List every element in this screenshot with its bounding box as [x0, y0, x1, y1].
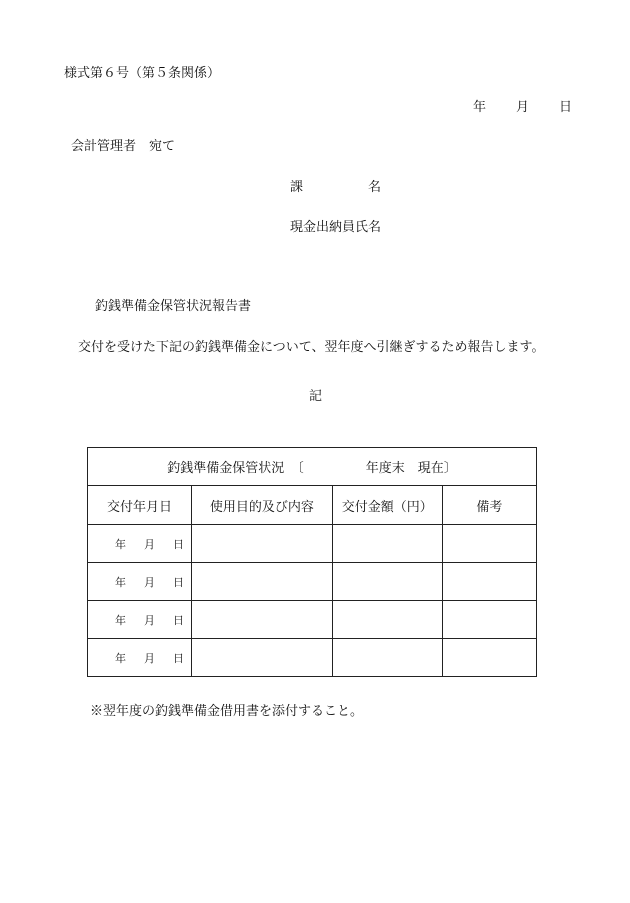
header-date: 交付年月日	[88, 486, 192, 525]
addressee: 会計管理者 宛て	[71, 139, 176, 154]
table-row	[88, 563, 537, 601]
remarks-cell[interactable]	[442, 601, 536, 639]
date-line	[473, 101, 572, 114]
attachment-note: ※翌年度の釣銭準備金借用書を添付すること。	[90, 704, 364, 719]
ki-heading: 記	[309, 389, 323, 404]
date-day: 日	[559, 100, 573, 115]
intro-text: 交付を受けた下記の釣銭準備金について、翌年度へ引継ぎするため報告します。	[78, 340, 545, 355]
purpose-cell[interactable]	[192, 525, 333, 563]
date-cell[interactable]: 年 月 日	[88, 563, 192, 601]
date-cell[interactable]: 年 月 日	[88, 525, 192, 563]
table-title-row	[88, 448, 537, 486]
status-table	[87, 447, 537, 677]
amount-cell[interactable]	[332, 639, 442, 677]
table-row	[88, 525, 537, 563]
table-header-row	[88, 486, 537, 525]
header-amount: 交付金額（円）	[332, 486, 442, 525]
amount-cell[interactable]	[332, 563, 442, 601]
form-number: 様式第６号（第５条関係）	[64, 66, 221, 81]
remarks-cell[interactable]	[442, 525, 536, 563]
section-label: 課 名	[290, 180, 382, 195]
purpose-cell[interactable]	[192, 563, 333, 601]
table-row	[88, 639, 537, 677]
header-purpose: 使用目的及び内容	[192, 486, 333, 525]
cashier-name-label: 現金出納員氏名	[290, 220, 382, 235]
date-cell[interactable]: 年 月 日	[88, 601, 192, 639]
amount-cell[interactable]	[332, 601, 442, 639]
header-remarks: 備考	[442, 486, 536, 525]
purpose-cell[interactable]	[192, 601, 333, 639]
purpose-cell[interactable]	[192, 639, 333, 677]
amount-cell[interactable]	[332, 525, 442, 563]
date-cell[interactable]: 年 月 日	[88, 639, 192, 677]
table-row	[88, 601, 537, 639]
remarks-cell[interactable]	[442, 563, 536, 601]
table-caption	[88, 448, 537, 486]
table-caption-right: 年度末 現在〕	[365, 461, 457, 476]
remarks-cell[interactable]	[442, 639, 536, 677]
date-year: 年	[473, 100, 487, 115]
document-title: 釣銭準備金保管状況報告書	[95, 299, 252, 314]
table-caption-left: 釣銭準備金保管状況 〔	[167, 461, 304, 476]
date-month: 月	[516, 100, 530, 115]
